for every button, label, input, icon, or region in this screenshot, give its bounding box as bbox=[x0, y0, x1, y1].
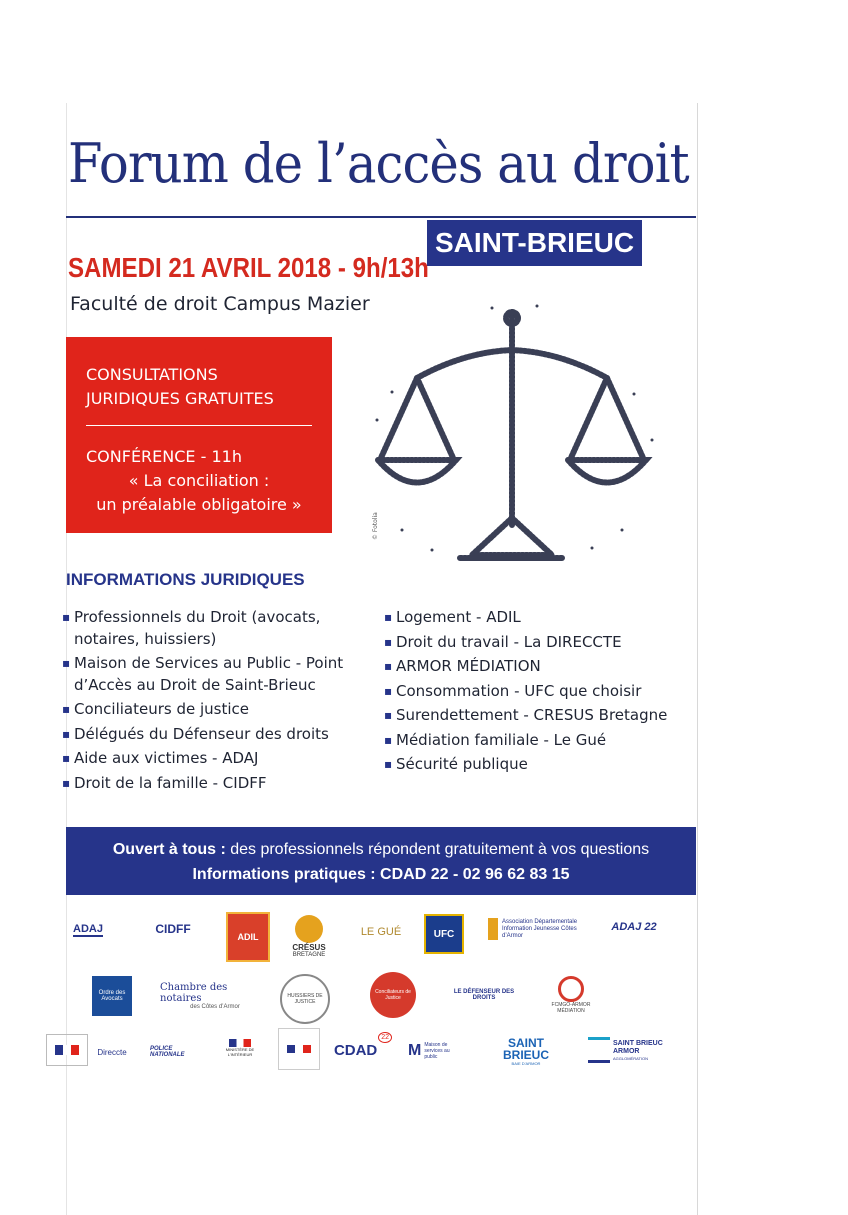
list-item: ▪ ARMOR MÉDIATION bbox=[382, 656, 682, 678]
prefet-logo bbox=[46, 1034, 88, 1066]
consultations-line-1: CONSULTATIONS bbox=[86, 365, 218, 384]
conference-time: CONFÉRENCE - 11h bbox=[86, 447, 242, 466]
avocats-logo: Ordre des Avocats bbox=[92, 976, 132, 1016]
info-list-left bbox=[60, 607, 370, 797]
info-list-right bbox=[382, 607, 682, 779]
list-item: ▪ Conciliateurs de justice bbox=[60, 699, 370, 721]
cidff-logo: CIDFF bbox=[155, 922, 191, 936]
adil-logo: ADIL bbox=[226, 912, 270, 962]
msap-m-icon: M bbox=[408, 1042, 422, 1059]
saint-brieuc-armor-logo: SAINT BRIEUC ARMOR AGGLOMÉRATION bbox=[588, 1032, 668, 1068]
title-divider bbox=[66, 216, 696, 218]
adaj-logo: ADAJ bbox=[73, 923, 103, 935]
open-label: Ouvert à tous : bbox=[112, 841, 226, 858]
consultations-box bbox=[66, 337, 332, 533]
event-venue: Faculté de droit Campus Mazier bbox=[70, 293, 370, 315]
gendarmerie-logo bbox=[278, 1028, 320, 1070]
french-flag-icon bbox=[229, 1039, 251, 1047]
adij-emblem-icon bbox=[488, 918, 498, 940]
consultations-line-2: JURIDIQUES GRATUITES bbox=[86, 389, 274, 408]
photo-credit: © Fotolia bbox=[372, 512, 379, 540]
info-heading: INFORMATIONS JURIDIQUES bbox=[66, 570, 305, 589]
conference-title-2: un préalable obligatoire » bbox=[96, 495, 302, 514]
direccte-logo: Direccte bbox=[97, 1047, 127, 1057]
list-item: ▪ Délégués du Défenseur des droits bbox=[60, 724, 370, 746]
conciliateurs-logo: Conciliateurs de Justice bbox=[370, 972, 416, 1018]
list-item: ▪ Maison de Services au Public - Point d’Accès au Droit de Saint-Brieuc bbox=[60, 653, 370, 696]
defenseur-logo: LE DÉFENSEUR DES DROITS bbox=[453, 989, 515, 1001]
legue-logo: LE GUÉ bbox=[360, 926, 402, 938]
city-badge: SAINT-BRIEUC bbox=[427, 220, 642, 266]
adij-logo: Association Départementale Information Jeunesse Côtes d’Armor bbox=[488, 914, 588, 944]
list-item: ▪ Médiation familiale - Le Gué bbox=[382, 730, 682, 752]
list-item: ▪ Droit du travail - La DIRECCTE bbox=[382, 632, 682, 654]
saint-brieuc-logo: SAINT BRIEUC BAIE D’ARMOR bbox=[502, 1035, 549, 1066]
open-to-all bbox=[66, 841, 696, 859]
list-item: ▪ Consommation - UFC que choisir bbox=[382, 681, 682, 703]
event-date: SAMEDI 21 AVRIL 2018 - 9h/13h bbox=[68, 252, 429, 283]
cresus-emblem-icon bbox=[295, 915, 323, 943]
list-item: ▪ Aide aux victimes - ADAJ bbox=[60, 748, 370, 770]
practical-info: Informations pratiques : CDAD 22 - 02 96 62 83 15 bbox=[192, 866, 570, 883]
waves-icon bbox=[588, 1037, 610, 1063]
mediation-emblem-icon bbox=[558, 976, 584, 1002]
conference-title-1: « La conciliation : bbox=[128, 471, 270, 490]
cdad-logo: CDAD 22 bbox=[338, 1032, 388, 1068]
police-logo: POLICE NATIONALE bbox=[150, 1046, 185, 1058]
list-item: ▪ Surendettement - CRESUS Bretagne bbox=[382, 705, 682, 727]
mediation-logo: FCMGO-ARMOR MÉDIATION bbox=[548, 972, 594, 1018]
msap-logo: M Maison de services au public bbox=[408, 1042, 450, 1060]
french-flag-icon bbox=[55, 1045, 79, 1055]
list-item: ▪ Logement - ADIL bbox=[382, 607, 682, 629]
notaires-logo: Chambre des notaires des Côtes d’Armor bbox=[160, 982, 240, 1010]
open-text: des professionnels répondent gratuitement à vos questions bbox=[225, 841, 650, 858]
adaj22-logo: ADAJ 22 bbox=[611, 921, 657, 933]
scales-of-justice-icon bbox=[372, 300, 672, 575]
list-item: ▪ Sécurité publique bbox=[382, 754, 682, 776]
list-item: ▪ Droit de la famille - CIDFF bbox=[60, 773, 370, 795]
list-item: ▪ Professionnels du Droit (avocats, notaires, huissiers) bbox=[60, 607, 370, 650]
french-flag-icon bbox=[287, 1045, 311, 1053]
consultations-divider bbox=[86, 425, 312, 426]
info-band bbox=[66, 827, 696, 895]
interieur-logo: MINISTÈRE DE L’INTÉRIEUR bbox=[220, 1028, 260, 1068]
page-title: Forum de l’accès au droit bbox=[68, 132, 689, 195]
ufc-logo: UFC bbox=[424, 914, 464, 954]
cresus-logo: CRÉSUS BRETAGNE bbox=[286, 912, 332, 960]
huissiers-logo: HUISSIERS DE JUSTICE bbox=[280, 974, 330, 1024]
